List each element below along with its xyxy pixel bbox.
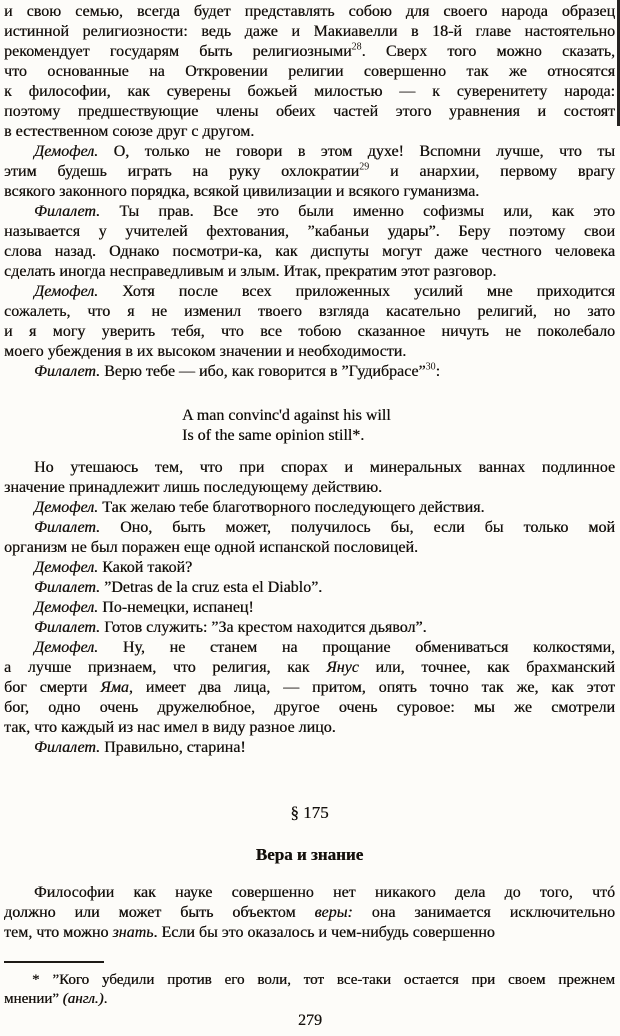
paragraph [4,558,615,578]
italic-text: Филалет. [34,363,101,380]
text-line [4,302,615,322]
italic-text: (англ.) [62,991,104,1007]
italic-text: Филалет. [34,203,101,220]
text-line [4,738,615,758]
verse-line: A man convinc'd against his will [182,407,391,424]
italic-text: Яма [100,679,129,696]
italic-text: Филалет. [34,739,101,756]
text-segment: этим будешь играть на руку охлократии [4,163,360,180]
italic-text: Демофел. [34,639,99,656]
text-segment: : [435,363,441,380]
text-segment: Хотя после всех приложенных усилий мне приходится [98,283,615,300]
italic-text: Демофел. [34,499,99,516]
text-line [4,678,615,698]
text-line [4,883,615,903]
text-line [4,162,615,182]
text-line [4,638,615,658]
text-line [4,102,615,122]
italic-text: Демофел. [34,283,99,300]
text-line [4,202,615,222]
text-line [4,362,615,382]
text-line [4,242,615,262]
paragraph [4,598,615,618]
text-line [4,282,615,302]
text-line [4,658,615,678]
text-segment: всякого законного порядка, всякой цивилизации и всякого гуманизма. [4,183,480,200]
note-reference: 30 [425,361,436,373]
text-line [4,62,615,82]
text-line [4,618,615,638]
text-segment: бог смерти [4,679,101,696]
text-segment: в естественном союзе друг с другом. [4,123,255,140]
paragraph [4,202,615,282]
verse-block [4,406,615,446]
text-segment: Ну, не станем на прощание обмениваться колкостями, [98,639,615,656]
paragraph [4,883,615,943]
text-segment: . Если бы это оказалось и чем-нибудь совершенно [153,924,495,941]
paragraph [4,498,615,518]
italic-text: знать [112,924,154,941]
paragraph [4,638,615,738]
italic-text: веры: [314,904,353,921]
note-reference: 29 [359,161,370,173]
page-number: 279 [298,1012,322,1029]
text-line [4,518,615,538]
paragraph [4,142,615,202]
text-segment: так, что каждый из нас имел в виду разное лицо. [4,719,336,736]
text-segment: Ты прав. Все это были именно софизмы или, как это [100,203,615,220]
text-segment: Оно, быть может, получилось бы, если бы только мой [100,519,615,536]
footnote-line [4,971,615,990]
text-segment: бог, одно очень дружелюбное, другое очень суровое: мы же смотрели [4,699,615,716]
paragraph [4,362,615,382]
italic-text: Янус [326,659,359,676]
text-segment: и я могу уверить тебя, что все тобою сказанное ничуть не поколебало [4,323,615,340]
italic-text: Демофел. [34,143,99,160]
text-line [4,222,615,242]
italic-text: Филалет. [34,579,101,596]
section-title: Вера и знание [255,845,364,864]
text-segment: или, точнее, как брахманский [358,659,615,676]
text-line [4,122,615,142]
text-segment: рекомендует государям быть религиозными [4,43,352,60]
text-line [4,698,615,718]
text-line [4,42,615,62]
footnote-line [4,990,615,1009]
paragraph [4,618,615,638]
text-segment: значение принадлежит лишь последующему действию. [4,479,383,496]
text-line [4,262,615,282]
italic-text: Филалет. [34,519,101,536]
text-segment: тем, что можно [4,924,113,941]
text-line [4,458,615,478]
text-line [4,478,615,498]
text-segment: , имеет два лица, — притом, опять точно так же, как этот [128,679,616,696]
text-segment: . Сверх того можно сказать, [361,43,615,60]
text-segment: мнении” [4,991,63,1007]
text-line [4,498,615,518]
paragraph [4,518,615,558]
note-reference: 28 [351,41,362,53]
text-segment: Но утешаюсь тем, что при спорах и минеральных ваннах подлинное [34,459,615,476]
text-column [4,2,615,1009]
text-segment: Верю тебе — ибо, как говорится в ”Гудибрасе” [100,363,426,380]
section-heading: § 175 [290,803,329,822]
text-segment: По-немецки, испанец! [98,599,254,616]
text-segment: О, только не говори в этом духе! Вспомни лучше, что ты [98,143,615,160]
paragraph [4,282,615,362]
text-segment: Какой такой? [98,559,193,576]
text-line [4,142,615,162]
text-line [4,22,615,42]
text-segment: ”Detras de la cruz esta el Diablo”. [100,579,323,596]
text-segment: поэтому предшествующие члены обеих частей этого уравнения и состоят [4,103,615,120]
italic-text: Филалет. [34,619,101,636]
text-segment: называется у учителей фехтования, ”кабаньи удары”. Беру поэтому свои [4,223,615,240]
text-segment: и анархии, первому врагу [369,163,615,180]
text-segment: Философии как науке совершенно нет никакого дела до того, чтó [34,884,615,901]
footnote-rule [4,961,104,963]
text-line [4,718,615,738]
text-line [4,322,615,342]
text-line [4,558,615,578]
paragraph [4,578,615,598]
footnote [4,961,615,1009]
text-segment: истинной религиозности: ведь даже и Макиавелли в 18-й главе настоятельно [4,23,615,40]
text-line [4,578,615,598]
text-segment: слова назад. Однако посмотри-ка, как диспуты могут даже честного человека [4,243,615,260]
text-segment: сделать иногда несправедливым и злым. Итак, прекратим этот разговор. [4,263,497,280]
text-line [4,598,615,618]
text-line [4,2,615,22]
text-segment: * ”Кого убедили против его воли, тот все-таки остается при своем прежнем [32,972,615,988]
italic-text: Демофел. [34,559,99,576]
paragraph [4,2,615,142]
text-segment: а лучше признаем, что религия, как [4,659,327,676]
text-segment: к философии, как суверены божьей милостью — к суверенитету народа: [4,83,615,100]
text-line [4,342,615,362]
text-segment: Так желаю тебе благотворного последующего действия. [98,499,485,516]
text-line [4,538,615,558]
paragraph [4,738,615,758]
text-segment: Правильно, старина! [100,739,246,756]
text-segment: что основанные на Откровении религии совершенно так же относятся [4,63,615,80]
text-line [4,82,615,102]
text-segment: . [103,991,108,1007]
verse-line: Is of the same opinion still*. [182,427,365,444]
italic-text: Демофел. [34,599,99,616]
text-line [4,903,615,923]
text-segment: она занимается исключительно [352,904,615,921]
text-segment: Готов служить: ”За крестом находится дьявол”. [100,619,427,636]
text-segment: моего убеждения в их высоком значении и необходимости. [4,343,407,360]
text-line [4,923,615,943]
text-segment: и свою семью, всегда будет представлять собою для своего народа образец [4,3,615,20]
paragraph [4,458,615,498]
text-segment: должно или может быть объектом [4,904,315,921]
text-line [4,182,615,202]
text-segment: организм не был поражен еще одной испанской пословицей. [4,539,418,556]
text-segment: сожалеть, что я не изменил твоего взгляда касательно религий, но зато [4,303,615,320]
